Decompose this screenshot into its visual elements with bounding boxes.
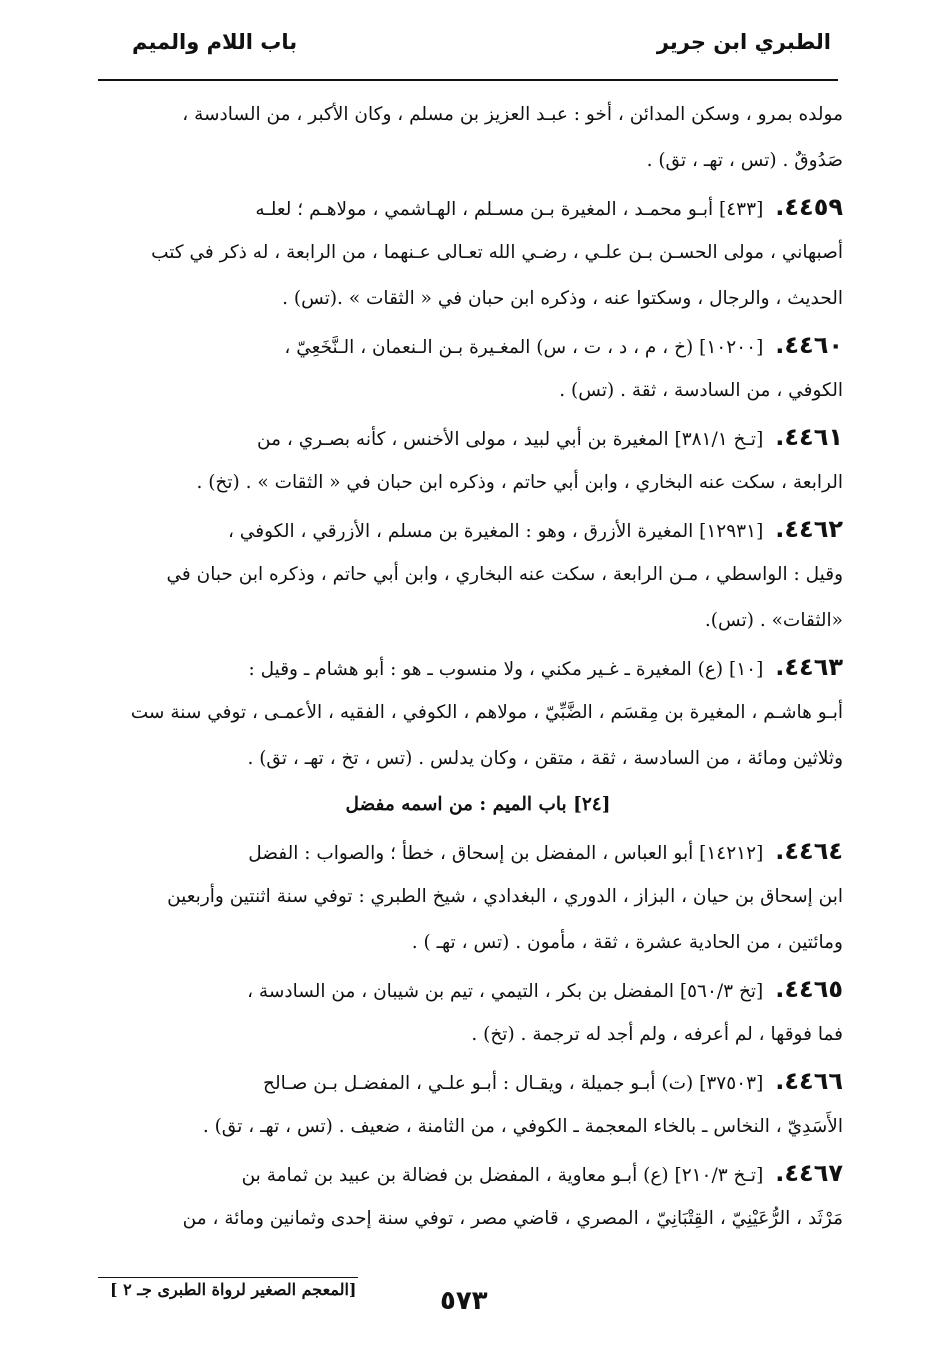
entry-number: ٤٤٦٦. — [775, 1067, 843, 1095]
text-line — [113, 1104, 843, 1150]
line-text: ابن إسحاق بن حيان ، البزاز ، الدوري ، البغدادي ، شيخ الطبري : توفي سنة اثنتين وأربعين — [167, 886, 843, 907]
line-text: [١٢٩٣١] المغيرة الأزرق ، وهو : المغيرة بن مسلم ، الأزرقي ، الكوفي ، — [227, 521, 764, 542]
text-line — [113, 368, 843, 414]
line-text: الحديث ، والرجال ، وسكتوا عنه ، وذكره ابن حبان في « الثقات » .(تس) . — [282, 288, 843, 309]
line-text: مَرْثَد ، الرُّعَيْنِيّ ، القِتْبَانِيّ ، المصري ، قاضي مصر ، توفي سنة إحدى وثمانين ومائة ، من — [182, 1208, 843, 1229]
footer-rule — [98, 1277, 358, 1278]
text-line — [113, 460, 843, 506]
line-text: الرابعة ، سكت عنه البخاري ، وابن أبي حاتم ، وذكره ابن حبان في « الثقات » . (تخ) . — [196, 472, 843, 493]
page-number: ٥٧٣ — [440, 1286, 488, 1316]
header-rule — [98, 79, 838, 81]
entry-number: ٤٤٦١. — [775, 423, 843, 451]
text-line — [113, 92, 843, 138]
entry-number: ٤٤٦٧. — [775, 1159, 843, 1187]
line-text: مولده بمرو ، وسكن المدائن ، أخو : عبـد العزيز بن مسلم ، وكان الأكبر ، من السادسة ، — [182, 104, 843, 125]
text-line — [113, 552, 843, 598]
page-body — [113, 92, 843, 1242]
line-text: [١٤٢١٢] أبو العباس ، المفضل بن إسحاق ، خطأ ؛ والصواب : الفضل — [248, 843, 764, 864]
text-line — [113, 644, 843, 690]
line-text: [٤٣٣] أبـو محمـد ، المغيرة بـن مسـلم ، الهـاشمي ، مولاهـم ؛ لعلـه — [255, 199, 764, 220]
line-text: [٣٧٥٠٣] (ت) أبـو جميلة ، ويقـال : أبـو علـي ، المفضـل بـن صـالح — [263, 1073, 764, 1094]
line-text: وقيل : الواسطي ، مـن الرابعة ، سكت عنه البخاري ، وابن أبي حاتم ، وذكره ابن حبان في — [166, 564, 843, 585]
text-line — [113, 828, 843, 874]
text-line — [113, 966, 843, 1012]
text-line — [113, 322, 843, 368]
line-text: الكوفي ، من السادسة ، ثقة . (تس) . — [559, 380, 843, 401]
text-line — [113, 184, 843, 230]
text-line — [113, 1150, 843, 1196]
line-text: [تـخ ٣٨١/١] المغيرة بن أبي لبيد ، مولى الأخنس ، كأنه بصـري ، من — [257, 429, 764, 450]
line-text: [تـخ ٢١٠/٣] (ع) أبـو معاوية ، المفضل بن فضالة بن عبيد بن ثمامة بن — [241, 1165, 764, 1186]
line-text: الأَسَدِيّ ، النخاس ـ بالخاء المعجمة ـ الكوفي ، من الثامنة ، ضعيف . (تس ، تهـ ، تق) . — [202, 1116, 843, 1137]
line-text: [تخ ٥٦٠/٣] المفضل بن بكر ، التيمي ، تيم بن شيبان ، من السادسة ، — [247, 981, 764, 1002]
line-text: ومائتين ، من الحادية عشرة ، ثقة ، مأمون . (تس ، تهـ ) . — [411, 932, 843, 953]
line-text: أصبهاني ، مولى الحسـن بـن علـي ، رضـي الله تعـالى عـنهما ، من الرابعة ، له ذكر في كتب — [151, 242, 843, 263]
text-line — [113, 1058, 843, 1104]
line-text: [١٠٢٠٠] (خ ، م ، د ، ت ، س) المغـيرة بـن الـنعمان ، الـنَّخَعِيّ ، — [284, 337, 764, 358]
text-line — [113, 1196, 843, 1242]
entry-number: ٤٤٦٠. — [775, 331, 843, 359]
line-text: أبـو هاشـم ، المغيرة بن مِقسَم ، الضَّبِّيّ ، مولاهم ، الكوفي ، الفقيه ، الأعمـى ، توفي سنة ست — [130, 702, 843, 723]
entry-number: ٤٤٦٢. — [775, 515, 843, 543]
text-line — [113, 874, 843, 920]
running-header-author: الطبري ابن جرير — [656, 30, 831, 54]
line-text: «الثقات» . (تس). — [704, 610, 843, 631]
text-line — [113, 230, 843, 276]
line-text: وثلاثين ومائة ، من السادسة ، ثقة ، متقن ، وكان يدلس . (تس ، تخ ، تهـ ، تق) . — [247, 748, 843, 769]
text-line — [113, 138, 843, 184]
running-header-chapter: باب اللام والميم — [132, 30, 298, 54]
line-text: فما فوقها ، لم أعرفه ، ولم أجد له ترجمة . (تخ) . — [471, 1024, 843, 1045]
text-line — [113, 276, 843, 322]
text-line — [113, 506, 843, 552]
text-line — [113, 736, 843, 782]
text-line — [113, 598, 843, 644]
line-text: [٢٤] باب الميم : من اسمه مفضل — [345, 794, 611, 815]
text-line — [113, 920, 843, 966]
entry-number: ٤٤٥٩. — [775, 193, 843, 221]
line-text: [١٠] (ع) المغيرة ـ غـير مكني ، ولا منسوب ـ هو : أبو هشام ـ وقيل : — [248, 659, 764, 680]
entry-number: ٤٤٦٥. — [775, 975, 843, 1003]
section-heading — [113, 782, 843, 828]
line-text: صَدُوقٌ . (تس ، تهـ ، تق) . — [646, 150, 843, 171]
text-line — [113, 414, 843, 460]
text-line — [113, 1012, 843, 1058]
footer-book-title: [ المعجم الصغير لرواة الطبرى جـ ٢] — [110, 1280, 357, 1299]
entry-number: ٤٤٦٣. — [775, 653, 843, 681]
text-line — [113, 690, 843, 736]
entry-number: ٤٤٦٤. — [775, 837, 843, 865]
